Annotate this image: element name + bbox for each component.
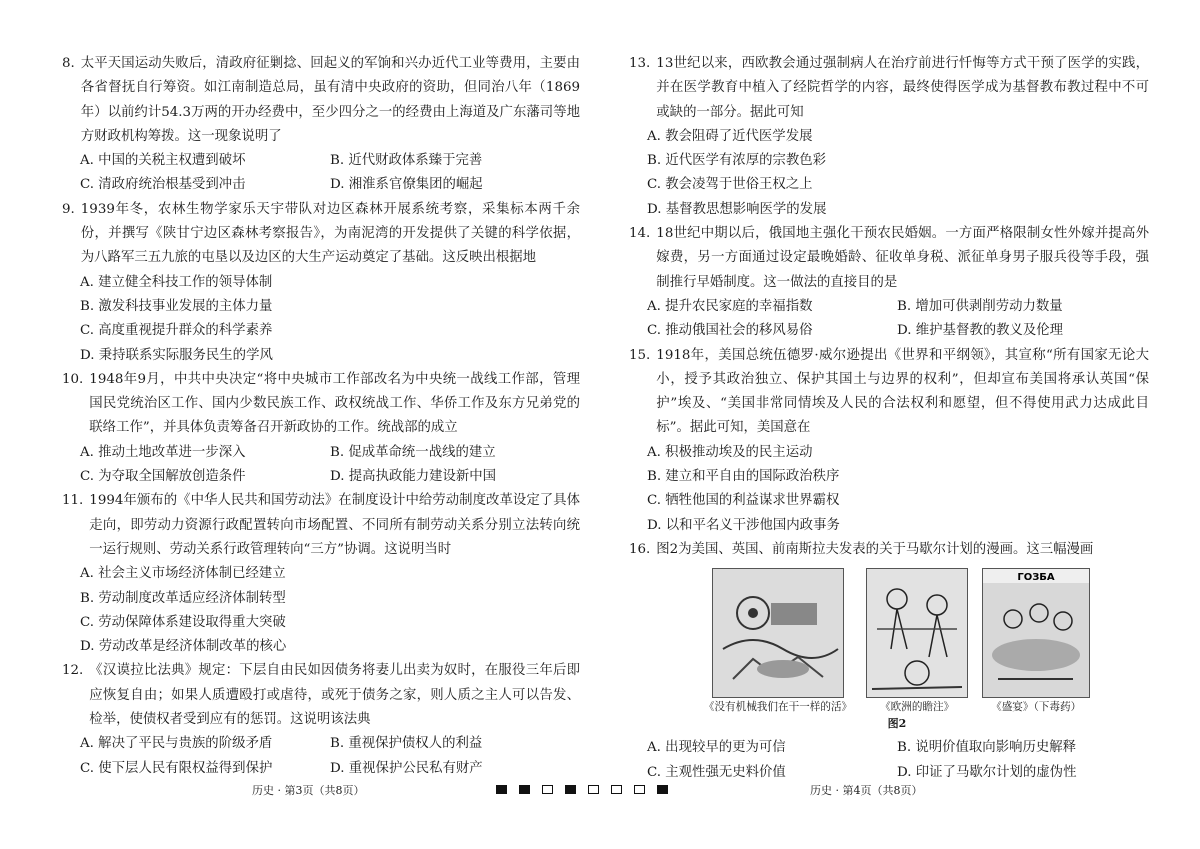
cartoon-figure: [677, 568, 1117, 716]
question-text: 13世纪以来，西欧教会通过强制病人在治疗前进行忏悔等方式干预了医学的实践，并在医学教育中植入了经院哲学的内容，最终使得医学成为基督教布教过程中不可或缺的一部分。据此可知: [656, 56, 1149, 120]
question-text: 1918年，美国总统伍德罗·威尔逊提出《世界和平纲领》，其宣称“所有国家无论大小，授予其政治独立、保护其国土与边界的权利”，但却宣布美国将承认英国“保护”埃及、“美国非常同情埃及人民的合法权利和愿望，但不得使用武力达成此目标”。据此可知，美国意在: [656, 347, 1149, 436]
question-text: 《汉谟拉比法典》规定：下层自由民如因债务将妻儿出卖为奴时，在服役三年后即应恢复自由；如果人质遭殴打或虐待，或死于债务之家，则人质之主人可以告发、检举，使债权者受到应有的惩罚。这说明该法典: [89, 663, 580, 728]
options-list: [629, 441, 1149, 538]
option-b: B. 促成革命统一战线的建立: [330, 444, 496, 460]
option-d: D. 基督教思想影响医学的发展: [647, 201, 827, 217]
option-b: B. 建立和平自由的国际政治秩序: [647, 469, 840, 485]
cartoon-heading: ГОЗБА: [1017, 572, 1055, 584]
page-mark: [519, 785, 530, 794]
cartoon-caption: 《盛宴》（下毒药）: [991, 701, 1082, 714]
option-c: C. 推动俄国社会的移风易俗: [647, 323, 813, 339]
page-marks: [496, 785, 668, 794]
question-stem: [629, 344, 1149, 441]
page-mark: [542, 785, 553, 794]
question: [62, 659, 580, 780]
question-stem: [62, 52, 580, 149]
option-b: B. 近代医学有浓厚的宗教色彩: [647, 153, 827, 169]
question-text: 1948年9月，中共中央决定“将中央城市工作部改名为中央统一战线工作部，管理国民党统治区工作、国内少数民族工作、政权统战工作、华侨工作及东方兄弟党的联络工作”，并具体负责筹备召开新政协的工作。统战部的成立: [89, 371, 580, 436]
figure-label: 图2: [887, 717, 907, 731]
question: [629, 344, 1149, 538]
options-list: [629, 736, 1149, 785]
question-number: 9.: [62, 201, 75, 217]
question-stem: [62, 659, 580, 732]
question-text: 图2为美国、英国、前南斯拉夫发表的关于马歇尔计划的漫画。这三幅漫画: [656, 541, 1094, 557]
option-d: D. 重视保护公民私有财产: [330, 760, 483, 776]
option-a: A. 建立健全科技工作的领导体制: [80, 274, 273, 290]
page-mark: [588, 785, 599, 794]
question-number: 12.: [62, 663, 84, 679]
right-column: [629, 52, 1149, 785]
page-mark: [611, 785, 622, 794]
question-stem: [629, 538, 1149, 562]
question-stem: [629, 222, 1149, 295]
question-text: 18世纪中期以后，俄国地主强化干预农民婚姻。一方面严格限制女性外嫁并提高外嫁费，另一方面通过设定最晚婚龄、征收单身税、派征单身男子服兵役等手段，强制推行早婚制度。这一做法的直接目的是: [656, 226, 1149, 290]
question-stem: [62, 489, 580, 562]
question-stem: [62, 198, 580, 271]
cartoon-1: [704, 568, 852, 716]
option-d: D. 劳动改革是经济体制改革的核心: [80, 639, 287, 655]
option-b: B. 近代财政体系臻于完善: [330, 153, 483, 169]
option-a: A. 出现较早的更为可信: [647, 740, 786, 756]
option-c: C. 使下层人民有限权益得到保护: [80, 760, 273, 776]
option-c: C. 主观性强无史料价值: [647, 764, 786, 780]
options-list: [62, 562, 580, 659]
option-d: D. 秉持联系实际服务民生的学风: [80, 347, 273, 363]
cartoon-caption: 《欧洲的瞻注》: [880, 701, 955, 714]
options-list: [62, 732, 580, 781]
option-a: A. 提升农民家庭的幸福指数: [647, 298, 813, 314]
question: [62, 368, 580, 489]
option-c: C. 牺牲他国的利益谋求世界霸权: [647, 493, 840, 509]
options-list: [629, 295, 1149, 344]
option-c: C. 为夺取全国解放创造条件: [80, 469, 246, 485]
question: [62, 198, 580, 368]
page-mark: [657, 785, 668, 794]
option-a: A. 教会阻碍了近代医学发展: [647, 128, 813, 144]
question-number: 13.: [629, 56, 651, 71]
question: [629, 538, 1149, 785]
question-stem: [629, 52, 1149, 125]
options-list: [629, 125, 1149, 222]
option-a: A. 推动土地改革进一步深入: [80, 444, 246, 460]
option-c: C. 劳动保障体系建设取得重大突破: [80, 614, 286, 630]
question-number: 8.: [62, 56, 75, 71]
option-c: C. 教会凌驾于世俗王权之上: [647, 177, 813, 193]
option-d: D. 提高执政能力建设新中国: [330, 469, 497, 485]
option-a: A. 解决了平民与贵族的阶级矛盾: [80, 736, 273, 752]
question-number: 14.: [629, 226, 651, 242]
option-d: D. 湘淮系官僚集团的崛起: [330, 177, 483, 193]
options-list: [62, 441, 580, 490]
option-c: C. 清政府统治根基受到冲击: [80, 177, 246, 193]
option-b: B. 重视保护债权人的利益: [330, 736, 483, 752]
question-number: 10.: [62, 371, 84, 387]
question-number: 16.: [629, 541, 651, 557]
cartoon-2: [866, 568, 968, 716]
option-b: B. 劳动制度改革适应经济体制转型: [80, 590, 286, 606]
question-stem: [62, 368, 580, 441]
question: [62, 52, 580, 198]
option-d: D. 维护基督教的教义及伦理: [897, 323, 1064, 339]
question-number: 15.: [629, 347, 651, 363]
question-text: 太平天国运动失败后，清政府征剿捻、回起义的军饷和兴办近代工业等费用，主要由各省督抚自行筹资。如江南制造总局，虽有清中央政府的资助，但同治八年（1869年）以前约计54.3万两的开办经费中，至少四分之一的经费由上海道及广东藩司等地方财政机构筹拨。这一现象说明了: [80, 56, 580, 144]
options-list: [62, 149, 580, 198]
question-number: 11.: [62, 493, 84, 509]
cartoon-caption: 《没有机械我们在干一样的活》: [703, 701, 853, 714]
question: [62, 489, 580, 659]
cartoon-3: [982, 568, 1090, 716]
options-list: [62, 271, 580, 368]
option-a: A. 积极推动埃及的民主运动: [647, 444, 813, 460]
cartoon-image-2: [866, 568, 968, 698]
page-mark: [496, 785, 507, 794]
option-d: D. 以和平名义干涉他国内政事务: [647, 517, 840, 533]
left-column: [62, 52, 580, 781]
page-mark: [565, 785, 576, 794]
question: [629, 222, 1149, 343]
cartoon-image-1: [712, 568, 844, 698]
question: [629, 52, 1149, 222]
option-b: B. 增加可供剥削劳动力数量: [897, 298, 1063, 314]
option-b: B. 说明价值取向影响历史解释: [897, 740, 1077, 756]
page-footer-left: 历史 · 第3页（共8页）: [252, 784, 365, 797]
option-a: A. 中国的关税主权遭到破坏: [80, 153, 246, 169]
question-text: 1939年冬，农林生物学家乐天宇带队对边区森林开展系统考察，采集标本两千余份，并撰写《陕甘宁边区森林考察报告》，为南泥湾的开发提供了关键的科学依据，为八路军三五九旅的屯垦以及边区的大生产运动奠定了基础。这反映出根据地: [80, 201, 580, 266]
question-text: 1994年颁布的《中华人民共和国劳动法》在制度设计中给劳动制度改革设定了具体走向，即劳动力资源行政配置转向市场配置、不同所有制劳动关系分别立法转向统一运行规则、劳动关系行政管理转向“三方”协调。这说明当时: [89, 493, 580, 557]
option-c: C. 高度重视提升群众的科学素养: [80, 323, 273, 339]
option-b: B. 激发科技事业发展的主体力量: [80, 298, 273, 314]
option-d: D. 印证了马歇尔计划的虚伪性: [897, 764, 1077, 780]
cartoon-image-3: [982, 568, 1090, 698]
option-a: A. 社会主义市场经济体制已经建立: [80, 566, 286, 582]
page-footer-right: 历史 · 第4页（共8页）: [810, 784, 923, 797]
page-mark: [634, 785, 645, 794]
